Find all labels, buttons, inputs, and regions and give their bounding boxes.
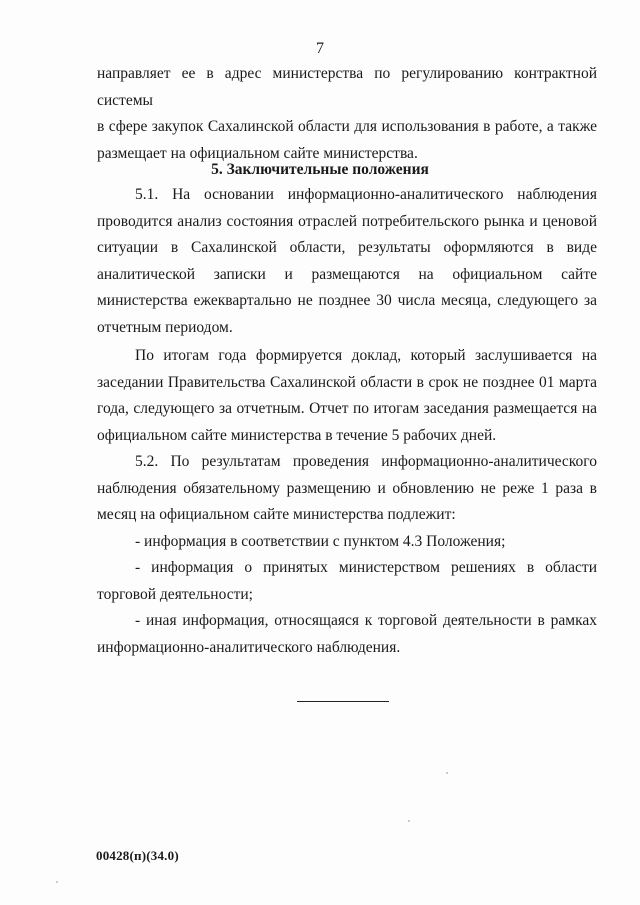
scan-speck [408,820,410,822]
paragraph-5-2: 5.2. По результатам проведения информационно-аналитического наблюдения обязательному размещению и обновлению не реже 1 раза в месяц на официальном сайте министерства подлежит: [97,453,597,523]
intro-line: направляет ее в адрес министерства по регулированию контрактной системы [97,65,597,109]
paragraph-5-1: 5.1. На основании информационно-аналитического наблюдения проводится анализ состояния отраслей потребительского рынка и ценовой ситуации в Сахалинской области, результаты оформляются в виде аналитической записки и размещаются на официальном сайте министерства ежеквартально не позднее 30 числа месяца, следующего за отчетным периодом. [97,186,597,336]
list-item: - иная информация, относящаяся к торговой деятельности в рамках информационно-аналитического наблюдения. [97,612,597,656]
page-number: 7 [316,40,324,57]
intro-line: размещает на официальном сайте министерства. [97,144,418,162]
paragraph-annual-report: По итогам года формируется доклад, который заслушивается на заседании Правительства Сахалинской области в срок не позднее 01 марта года, следующего за отчетным. Отчет по итогам заседания размещается на официальном сайте министерства в течение 5 рабочих дней. [97,347,597,444]
document-code: 00428(п)(34.0) [96,848,179,863]
section-heading: 5. Заключительные положения [211,161,429,178]
closing-separator-line [297,701,389,702]
intro-text [97,61,597,167]
list-item: - информация в соответствии с пунктом 4.3 Положения; [135,532,506,550]
scan-speck [446,772,448,774]
intro-line: в сфере закупок Сахалинской области для использования в работе, а также [97,118,597,135]
section-body [97,182,597,661]
list-item: - информация о принятых министерством решениях в области торговой деятельности; [97,559,597,603]
scan-speck [56,881,58,883]
